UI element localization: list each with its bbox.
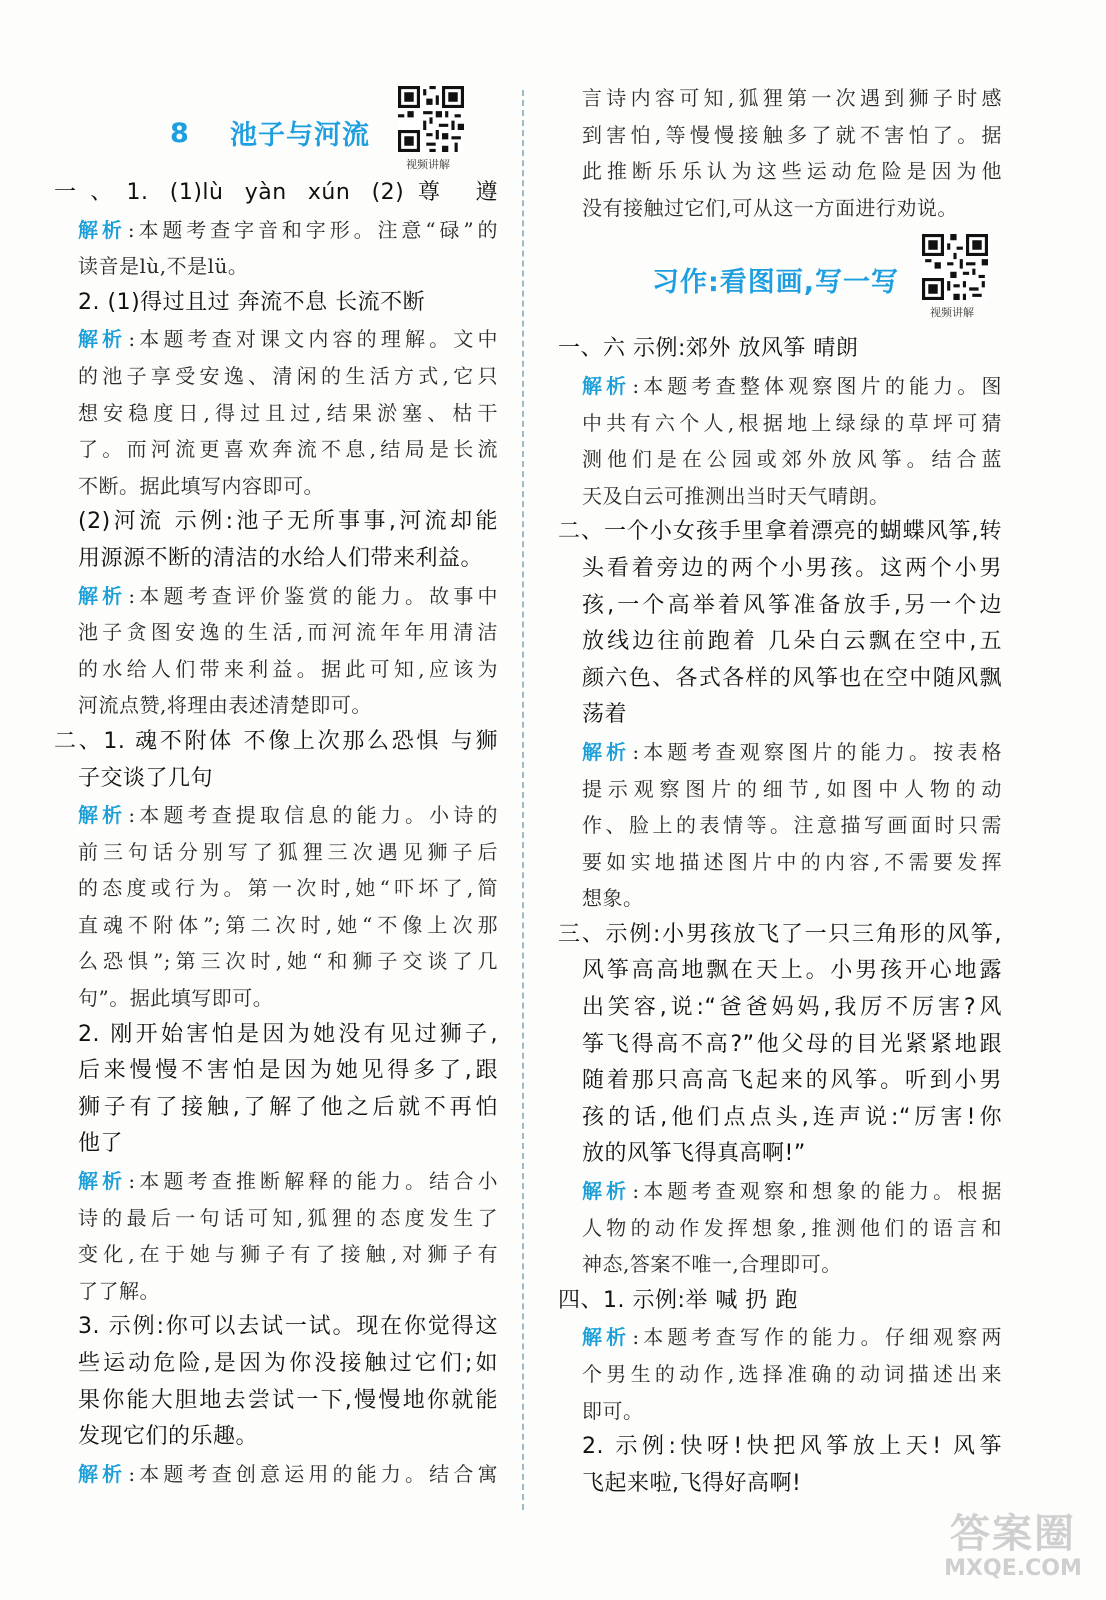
line-text: :本题考查整体观察图片的能力。图 <box>632 373 1002 398</box>
explanation-line <box>582 117 1002 154</box>
line-text: 要如实地描述图片中的内容,不需要发挥 <box>582 849 1002 874</box>
explanation-line <box>78 1200 498 1237</box>
line-text: (2)河流 示例:池子无所事事,河流却能 <box>78 509 498 535</box>
line-text: 孩的话,他们点点头,连声说:“厉害!你 <box>582 1104 1002 1130</box>
answer-line <box>582 1466 1002 1503</box>
line-text: 人物的动作发挥想象,推测他们的语言和 <box>582 1215 1002 1240</box>
answer-line <box>558 331 1002 368</box>
explanation-line <box>582 1356 1002 1393</box>
line-text: 测他们是在公园或郊外放风筝。结合蓝 <box>582 447 1002 472</box>
explanation-line <box>78 358 498 395</box>
explanation-line <box>78 614 498 651</box>
left-answer-lines <box>54 175 498 1492</box>
explanation-line <box>582 771 1002 808</box>
qr-code-icon[interactable] <box>398 86 464 152</box>
answer-line <box>78 285 498 322</box>
explanation-line <box>78 943 498 980</box>
explanation-line <box>582 190 1002 227</box>
line-text: :本题考查推断解释的能力。结合小 <box>128 1169 498 1194</box>
explanation-line <box>582 80 1002 117</box>
explanation-line <box>78 1456 498 1493</box>
line-text: :本题考查创意运用的能力。结合寓 <box>128 1461 498 1486</box>
answer-line <box>78 1346 498 1383</box>
explanation-line <box>582 1319 1002 1356</box>
analysis-tag: 解析 <box>78 583 127 608</box>
line-text: 变化,在于她与狮子有了接触,对狮子有 <box>78 1242 498 1267</box>
answer-line <box>558 514 1002 551</box>
answer-line <box>582 1100 1002 1137</box>
line-text: :本题考查观察图片的能力。按表格 <box>632 739 1002 764</box>
line-text: 狮子有了接触,了解了他之后就不再怕 <box>78 1094 498 1120</box>
line-text: :本题考查观察和想象的能力。根据 <box>632 1179 1002 1204</box>
explanation-line <box>78 578 498 615</box>
explanation-line <box>582 844 1002 881</box>
line-text: 提示观察图片的细节,如图中人物的动 <box>582 776 1002 801</box>
explanation-line <box>78 687 498 724</box>
line-text: 随着那只高高飞起来的风筝。听到小男 <box>582 1068 1002 1094</box>
answer-line <box>78 1053 498 1090</box>
line-text: 后来慢慢不害怕是因为她见得多了,跟 <box>78 1058 498 1084</box>
line-text: 作、脸上的表情等。注意描写画面时只需 <box>582 813 1002 838</box>
line-text: :本题考查字音和字形。注意“碌”的 <box>127 217 498 242</box>
line-text: 一、六 示例:郊外 放风筝 晴朗 <box>558 336 859 362</box>
line-text: 个男生的动作,选择准确的动词描述出来 <box>582 1362 1002 1386</box>
answer-line <box>582 697 1002 734</box>
explanation-line <box>582 807 1002 844</box>
qr-code-icon-graphic <box>398 86 464 152</box>
line-text: 此推断乐乐认为这些运动危险是因为他 <box>582 159 1002 184</box>
answer-line <box>78 761 498 798</box>
explanation-line <box>582 1393 1002 1430</box>
line-text: :本题考查评价鉴赏的能力。故事中 <box>128 583 498 608</box>
analysis-tag: 解析 <box>78 1461 127 1486</box>
answer-line <box>582 1136 1002 1173</box>
explanation-line <box>582 368 1002 405</box>
line-text: 果你能大胆地去尝试一下,慢慢地你就能 <box>78 1387 498 1413</box>
explanation-line <box>78 395 498 432</box>
answer-line <box>78 1383 498 1420</box>
watermark-logo <box>938 1512 1088 1592</box>
line-text: 一、1. (1)lù yàn xún (2)尊 遵 <box>54 180 498 205</box>
line-text: 2. 刚开始害怕是因为她没有见过狮子, <box>78 1021 498 1047</box>
line-text: 到害怕,等慢慢接触多了就不害怕了。据 <box>582 122 1002 147</box>
explanation-line <box>582 1246 1002 1283</box>
line-text: 2. (1)得过且过 奔流不息 长流不断 <box>78 289 426 315</box>
line-text: 不断。据此填写内容即可。 <box>78 473 324 498</box>
explanation-line <box>78 468 498 505</box>
section-title: 池子与河流 <box>230 120 370 151</box>
section-number: 8 <box>170 118 190 149</box>
answer-line <box>78 541 498 578</box>
answer-line <box>558 1283 1002 1320</box>
answer-line <box>78 1017 498 1054</box>
analysis-tag: 解析 <box>78 217 126 242</box>
analysis-tag: 解析 <box>582 1325 631 1350</box>
explanation-line <box>78 248 498 285</box>
right-answer-lines <box>558 331 1002 1502</box>
analysis-tag: 解析 <box>582 1179 631 1204</box>
answer-line <box>582 588 1002 625</box>
explanation-line <box>582 441 1002 478</box>
line-text: 用源源不断的清洁的水给人们带来利益。 <box>78 545 484 571</box>
right-continued-lines <box>582 80 1002 226</box>
explanation-line <box>582 153 1002 190</box>
line-text: 发现它们的乐趣。 <box>78 1424 259 1450</box>
line-text: 的态度或行为。第一次时,她“吓坏了,简 <box>78 876 498 901</box>
line-text: 直魂不附体”;第二次时,她“不像上次那 <box>78 912 498 937</box>
answer-line <box>54 175 498 212</box>
line-text: 的池子享受安逸、清闲的生活方式,它只 <box>78 363 498 388</box>
answer-line <box>78 1126 498 1163</box>
line-text: 放线边往前跑着 几朵白云飘在空中,五 <box>582 629 1002 655</box>
analysis-tag: 解析 <box>582 373 631 398</box>
answer-line <box>78 1309 498 1346</box>
column-divider <box>522 90 524 1510</box>
answer-line <box>582 1429 1002 1466</box>
explanation-line <box>78 870 498 907</box>
line-text: 么恐惧”;第三次时,她“和狮子交谈了几 <box>78 949 498 974</box>
answer-line <box>54 724 498 761</box>
right-column <box>558 80 1002 1502</box>
explanation-line <box>582 1173 1002 1210</box>
answer-line <box>78 1090 498 1127</box>
explanation-line <box>78 212 498 249</box>
line-text: 诗的最后一句话可知,狐狸的态度发生了 <box>78 1205 498 1230</box>
qr-caption: 视频讲解 <box>930 306 974 320</box>
line-text: 风筝高高地飘在天上。小男孩开心地露 <box>582 958 1002 984</box>
answer-line <box>582 551 1002 588</box>
qr-code-icon[interactable] <box>922 234 988 300</box>
line-text: 河流点赞,将理由表述清楚即可。 <box>78 693 372 718</box>
answer-line <box>582 1063 1002 1100</box>
explanation-line <box>78 797 498 834</box>
line-text: 放的风筝飞得真高啊!” <box>582 1141 806 1167</box>
line-text: 读音是lù,不是lü。 <box>78 254 249 279</box>
explanation-line <box>78 980 498 1017</box>
explanation-line <box>78 834 498 871</box>
line-text: 句”。据此填写即可。 <box>78 986 274 1011</box>
line-text: 子交谈了几句 <box>78 765 214 791</box>
explanation-line <box>78 907 498 944</box>
answer-line <box>582 661 1002 698</box>
line-text: 三、示例:小男孩放飞了一只三角形的风筝, <box>558 921 1002 947</box>
line-text: 孩,一个高举着风筝准备放手,另一个边 <box>582 592 1002 618</box>
explanation-line <box>582 880 1002 917</box>
line-text: 的水给人们带来利益。据此可知,应该为 <box>78 656 498 681</box>
line-text: 颜六色、各式各样的风筝也在空中随风飘 <box>582 665 1002 691</box>
line-text: 神态,答案不唯一,合理即可。 <box>582 1252 842 1277</box>
line-text: 2. 示例:快呀!快把风筝放上天! 风筝 <box>582 1434 1002 1460</box>
line-text: 了。而河流更喜欢奔流不息,结局是长流 <box>78 437 498 462</box>
explanation-line <box>582 405 1002 442</box>
answer-line <box>582 1027 1002 1064</box>
explanation-line <box>78 1236 498 1273</box>
line-text: 些运动危险,是因为你没接触过它们;如 <box>78 1351 498 1376</box>
line-text: 池子贪图安逸的生活,而河流年年用清洁 <box>78 620 498 645</box>
line-text: 中共有六个人,根据地上绿绿的草坪可猜 <box>582 410 1002 435</box>
line-text: 头看着旁边的两个小男孩。这两个小男 <box>582 555 1002 581</box>
line-text: 想安稳度日,得过且过,结果淤塞、枯干 <box>78 400 498 425</box>
line-text: :本题考查写作的能力。仔细观察两 <box>632 1325 1002 1350</box>
line-text: :本题考查提取信息的能力。小诗的 <box>128 803 498 828</box>
analysis-tag: 解析 <box>78 327 127 352</box>
section-title-writing: 习作:看图画,写一写 <box>652 267 900 299</box>
explanation-line <box>78 431 498 468</box>
line-text: 即可。 <box>582 1398 644 1423</box>
answer-line <box>582 990 1002 1027</box>
line-text: 言诗内容可知,狐狸第一次遇到狮子时感 <box>582 86 1002 110</box>
answer-line <box>78 504 498 541</box>
explanation-line <box>582 1210 1002 1247</box>
section-header-left <box>78 80 498 175</box>
watermark-url: MXQE.COM <box>944 1556 1082 1581</box>
line-text: 想象。 <box>582 886 644 911</box>
explanation-line <box>582 478 1002 515</box>
analysis-tag: 解析 <box>582 739 631 764</box>
left-column <box>54 80 498 1492</box>
explanation-line <box>78 321 498 358</box>
explanation-line <box>78 1273 498 1310</box>
line-text: 了了解。 <box>78 1278 160 1303</box>
line-text: 出笑容,说:“爸爸妈妈,我厉不厉害?风 <box>582 995 1002 1021</box>
watermark-text: 答案圈 <box>950 1511 1076 1557</box>
explanation-line <box>78 1163 498 1200</box>
qr-code-icon-graphic <box>922 234 988 300</box>
answer-line <box>582 953 1002 990</box>
section-header-right <box>582 226 1002 331</box>
answer-line <box>558 917 1002 954</box>
explanation-line <box>78 651 498 688</box>
answer-line <box>582 624 1002 661</box>
analysis-tag: 解析 <box>78 803 127 828</box>
line-text: 他了 <box>78 1131 124 1157</box>
line-text: 二、1. 魂不附体 不像上次那么恐惧 与狮 <box>54 728 498 754</box>
line-text: 天及白云可推测出当时天气晴朗。 <box>582 483 890 508</box>
line-text: 筝飞得高不高?”他父母的目光紧紧地跟 <box>582 1031 1002 1057</box>
line-text: 二、一个小女孩手里拿着漂亮的蝴蝶风筝,转 <box>558 519 1002 545</box>
analysis-tag: 解析 <box>78 1169 127 1194</box>
qr-caption: 视频讲解 <box>406 158 450 171</box>
line-text: 没有接触过它们,可从这一方面进行劝说。 <box>582 195 958 220</box>
line-text: 荡着 <box>582 702 628 728</box>
answer-line <box>78 1419 498 1456</box>
line-text: 前三句话分别写了狐狸三次遇见狮子后 <box>78 839 498 864</box>
explanation-line <box>582 734 1002 771</box>
line-text: 四、1. 示例:举 喊 扔 跑 <box>558 1287 798 1313</box>
line-text: 3. 示例:你可以去试一试。现在你觉得这 <box>78 1314 498 1340</box>
line-text: 飞起来啦,飞得好高啊! <box>582 1470 802 1496</box>
line-text: :本题考查对课文内容的理解。文中 <box>128 327 498 352</box>
